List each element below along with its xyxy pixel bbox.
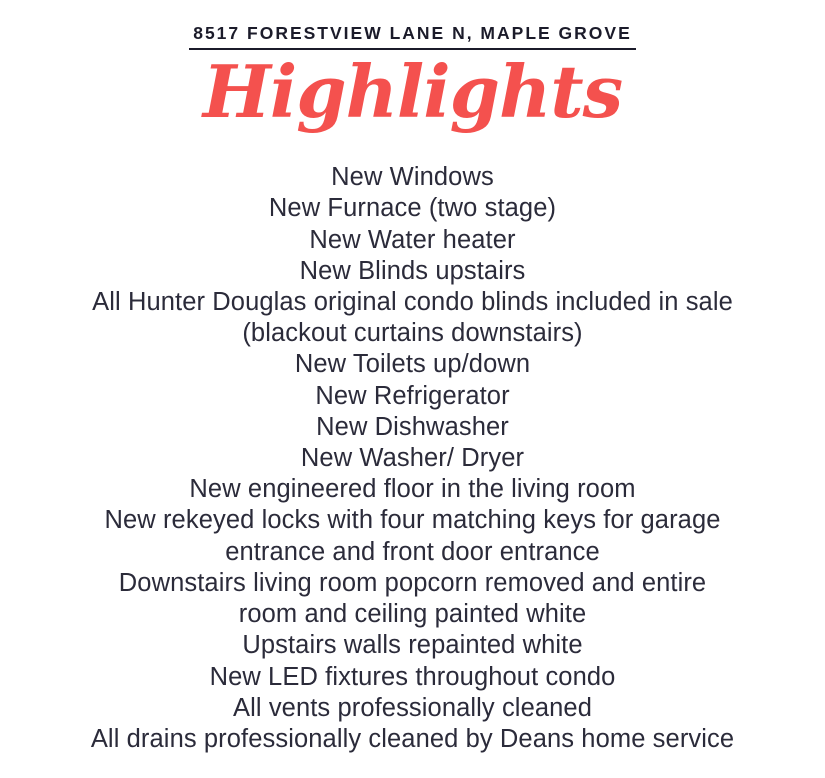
list-item: New Toilets up/down	[294, 350, 531, 379]
list-item: Downstairs living room popcorn removed and entire	[118, 568, 707, 597]
list-item: New Refrigerator	[315, 381, 510, 410]
list-item: entrance and front door entrance	[225, 537, 600, 566]
list-item: room and ceiling painted white	[238, 600, 587, 629]
property-address-heading: 8517 FORESTVIEW LANE N, MAPLE GROVE	[189, 24, 636, 50]
list-item: All vents professionally cleaned	[233, 693, 592, 722]
list-item: New rekeyed locks with four matching keys for garage	[104, 506, 721, 535]
list-item: New Washer/ Dryer	[300, 444, 525, 473]
list-item: All Hunter Douglas original condo blinds included in sale	[92, 288, 733, 317]
list-item: New Dishwasher	[316, 412, 509, 441]
list-item: New Water heater	[309, 225, 516, 254]
list-item: All drains professionally cleaned by Deans home service	[90, 724, 735, 753]
page-title: Highlights	[202, 49, 623, 135]
list-item: Upstairs walls repainted white	[242, 631, 583, 660]
list-item: New Windows	[331, 163, 494, 192]
list-item: (blackout curtains downstairs)	[242, 319, 583, 348]
highlights-list	[40, 162, 785, 755]
list-item: New Furnace (two stage)	[268, 194, 557, 223]
list-item: New Blinds upstairs	[299, 256, 526, 285]
list-item: New engineered floor in the living room	[189, 475, 636, 504]
list-item: New LED fixtures throughout condo	[209, 662, 616, 691]
